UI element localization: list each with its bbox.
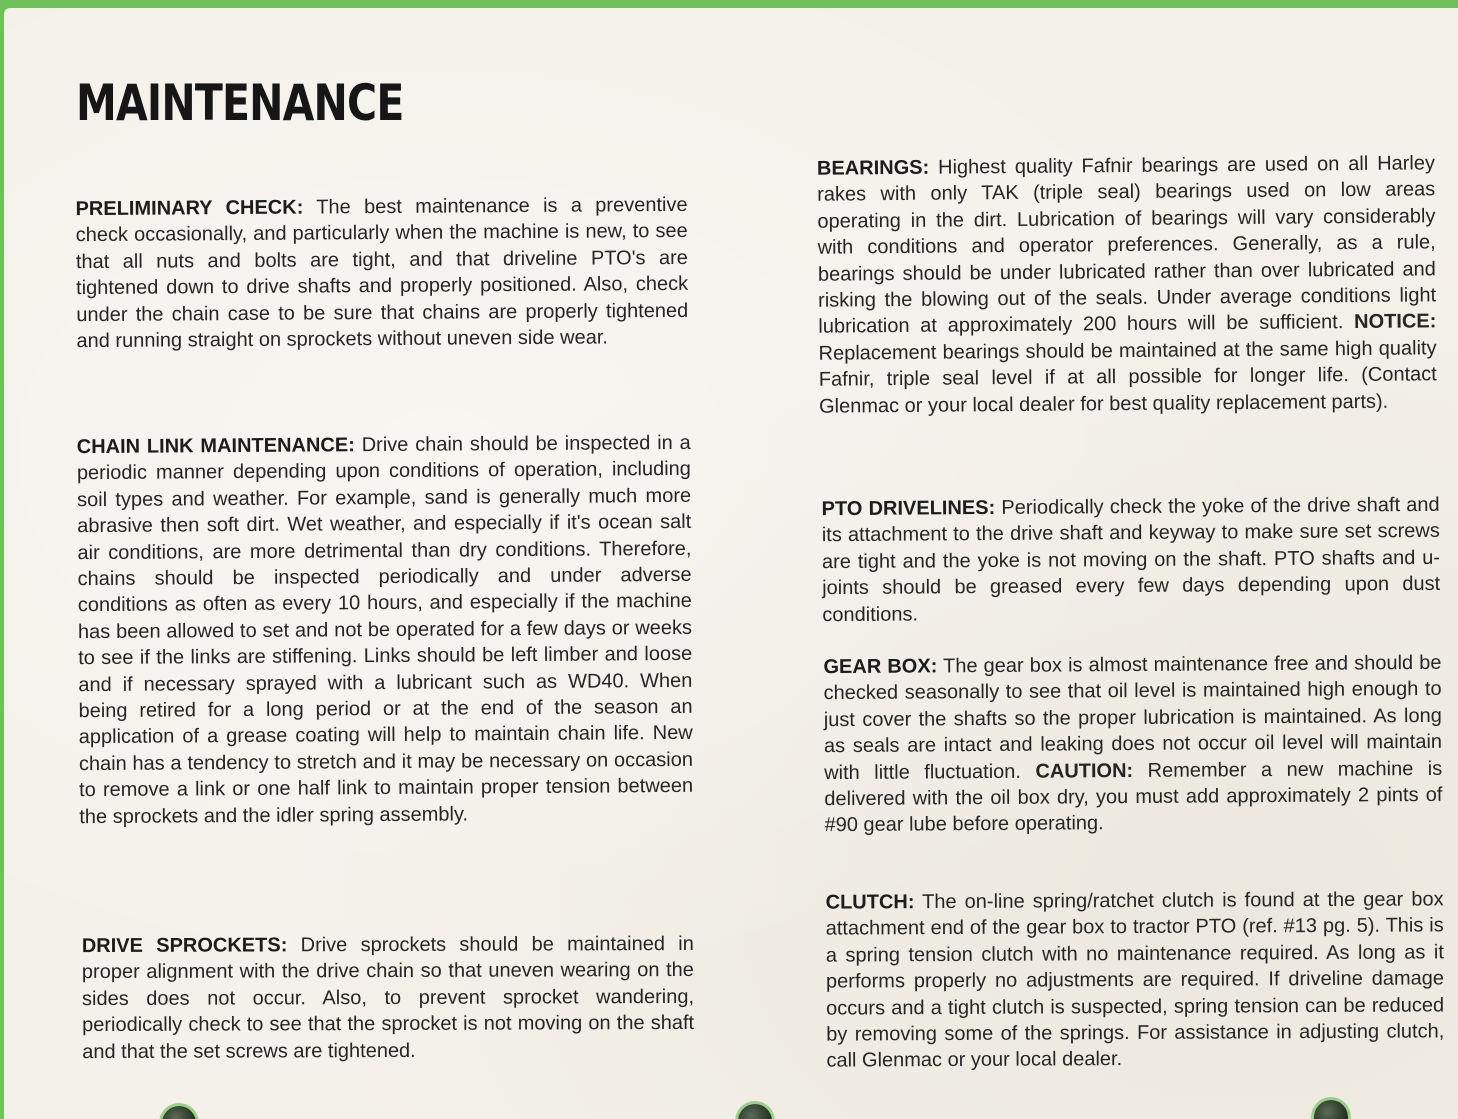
section-clutch — [826, 886, 1445, 1074]
section-drive-sprockets — [82, 931, 694, 1065]
notice-label: NOTICE: — [1354, 310, 1437, 334]
section-bearings — [817, 150, 1437, 419]
section-gear-box — [823, 650, 1442, 839]
section-body: Highest quality Fafnir bearings are used on all Harley rakes with only TAK (triple seal) bearings used on low areas operating in the dirt. Lubrication of bearings will vary considerably with conditions and operator preferences. Generally, as a rule, bearings should be under lubricated rather than over lubricated and risking the blowing out of the seals. Under average conditions light lubrication at approximately 200 hours will be sufficient. — [817, 152, 1437, 339]
page-title: MAINTENANCE — [76, 74, 404, 132]
notice-body: Replacement bearings should be maintained at the same high quality Fafnir, triple seal level if at all possible for longer life. (Contact Glenmac or your local dealer for best quality replacement parts). — [818, 337, 1437, 418]
binder-hole-right — [1314, 1100, 1348, 1119]
section-body: The best maintenance is a preventive check occasionally, and particularly when the machine is new, to see that all nuts and bolts are tight, and that driveline PTO's are tightened down to drive shafts and properly positioned. Also, check under the chain case to be sure that chains are properly tightened and running straight on sprockets without uneven side wear. — [75, 193, 689, 353]
section-heading: PTO DRIVELINES: — [821, 496, 996, 521]
section-heading: CLUTCH: — [825, 891, 915, 914]
section-heading: BEARINGS: — [816, 156, 930, 180]
section-heading: CHAIN LINK MAINTENANCE: — [76, 434, 355, 459]
caution-body: Remember a new machine is delivered with the oil box dry, you must add approximately 2 pints of #90 gear lube before operating. — [824, 757, 1443, 837]
section-chain-link-maintenance — [77, 430, 694, 830]
manual-page — [4, 8, 1458, 1119]
section-body: The on-line spring/ratchet clutch is found at the gear box attachment end of the gear box to tractor PTO (ref. #13 pg. 5). This is a spring tension clutch with no maintenance required. As long as it performs properly no adjustments are required. If driveline damage occurs and a tight clutch is suspected, spring tension can be reduced by removing some of the springs. For assistance in adjusting clutch, call Glenmac or your local dealer. — [825, 888, 1445, 1073]
section-heading: DRIVE SPROCKETS: — [81, 934, 288, 958]
section-preliminary-check — [75, 192, 688, 355]
section-pto-drivelines — [822, 492, 1441, 628]
binder-hole-center — [738, 1104, 772, 1119]
section-heading: PRELIMINARY CHECK: — [75, 196, 304, 221]
section-body: Periodically check the yoke of the drive shaft and its attachment to the drive shaft and keyway to make sure set screws are tight and the yoke is not moving on the shaft. PTO shafts and u-joints should be greased every few days depending upon dust conditions. — [821, 493, 1441, 626]
section-body: Drive sprockets should be maintained in proper alignment with the drive chain so that uneven wearing on the sides does not occur. Also, to prevent sprocket wandering, periodically check to see that the sprocket is not moving on the shaft and that the set screws are tightened. — [81, 932, 695, 1063]
section-body: The gear box is almost maintenance free and should be checked seasonally to see that oil level is maintained high enough to just cover the shafts so the proper lubrication is maintained. As long as seals are intact and leaking does not occur oil level will maintain with little fluctuation. — [823, 651, 1443, 784]
binder-hole-left — [162, 1106, 196, 1119]
caution-label: CAUTION: — [1035, 759, 1134, 783]
section-body: Drive chain should be inspected in a periodic manner depending upon conditions of operation, including soil types and weather. For example, sand is generally much more abrasive then soft dirt. Wet weather, and especially if it's ocean salt air conditions, are more detrimental than dry conditions. Therefore, chains should be inspected periodically and under adverse conditions as often as every 10 hours, and especially if the machine has been allowed to set and not be operated for a few days or weeks to see if the links are stiffening. Links should be left limber and loose and if necessary sprayed with a lubricant such as WD40. When being retired for a long period or at the end of the season an application of a grease coating will help to maintain chain life. New chain has a tendency to stretch and it may be necessary on occasion to remove a link or one half link to maintain proper tension between the sprockets and the idler spring assembly. — [76, 431, 694, 828]
section-heading: GEAR BOX: — [823, 655, 938, 679]
